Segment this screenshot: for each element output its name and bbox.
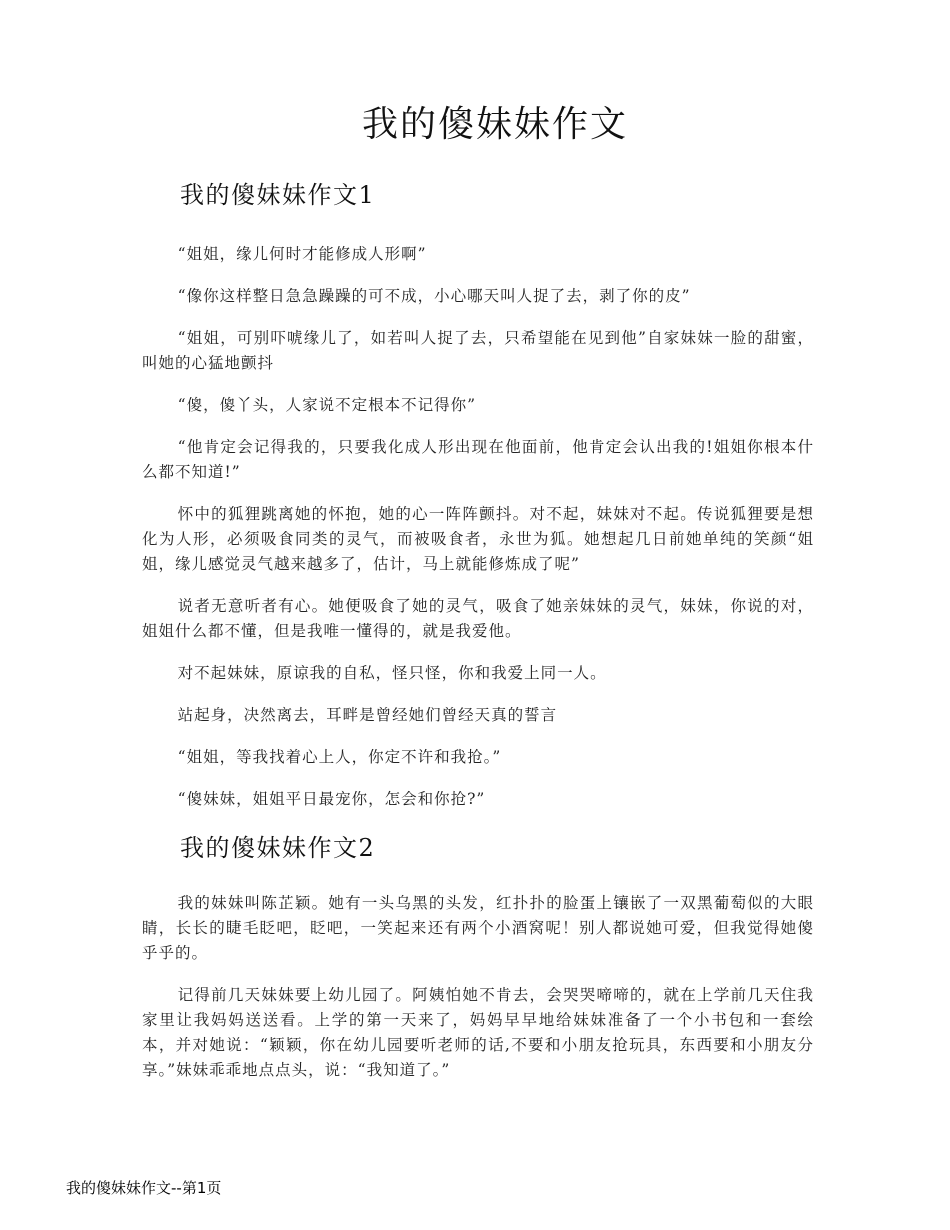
section-heading: 我的傻妹妹作文1 (180, 181, 376, 209)
paragraph: 记得前几天妹妹要上幼儿园了。阿姨怕她不肯去，会哭哭啼啼的，就在上学前几天住我家里让我妈妈送送看。上学的第一天来了，妈妈早早地给妹妹准备了一个小书包和一套绘本，并对她说：“颖颖，你在幼儿园要听老师的话,不要和小朋友抢玩具，东西要和小朋友分享。”妹妹乖乖地点点头，说：“我知道了。” (142, 986, 814, 1079)
paragraph: “他肯定会记得我的，只要我化成人形出现在他面前，他肯定会认出我的!姐姐你根本什么都不知道!” (142, 438, 814, 481)
document-body (142, 176, 814, 1100)
paragraph: “像你这样整日急急躁躁的可不成，小心哪天叫人捉了去，剥了你的皮” (177, 287, 691, 305)
paragraph: 我的妹妹叫陈芷颖。她有一头乌黑的头发，红扑扑的脸蛋上镶嵌了一双黑葡萄似的大眼睛，长长的睫毛眨吧，眨吧，一笑起来还有两个小酒窝呢！别人都说她可爱，但我觉得她傻乎乎的。 (142, 894, 814, 962)
page-footer: 我的傻妹妹作文--第1页 (66, 1179, 222, 1197)
paragraph: 对不起妹妹，原谅我的自私，怪只怪，你和我爱上同一人。 (177, 664, 607, 682)
document-title: 我的傻妹妹作文 (361, 104, 628, 145)
paragraph: 说者无意听者有心。她便吸食了她的灵气，吸食了她亲妹妹的灵气，妹妹，你说的对，姐姐什么都不懂，但是我唯一懂得的，就是我爱他。 (142, 597, 814, 640)
paragraph: 站起身，决然离去，耳畔是曾经她们曾经天真的誓言 (177, 706, 558, 724)
paragraph: “姐姐，可别吓唬缘儿了，如若叫人捉了去，只希望能在见到他”自家妹妹一脸的甜蜜，叫她的心猛地颤抖 (142, 329, 814, 372)
paragraph: “傻，傻丫头，人家说不定根本不记得你” (177, 396, 476, 414)
paragraph: “姐姐，缘儿何时才能修成人形啊” (177, 245, 427, 263)
paragraph: “傻妹妹，姐姐平日最宠你，怎会和你抢?” (177, 790, 486, 808)
paragraph: 怀中的狐狸跳离她的怀抱，她的心一阵阵颤抖。对不起，妹妹对不起。传说狐狸要是想化为人形，必须吸食同类的灵气，而被吸食者，永世为狐。她想起几日前她单纯的笑颜“姐姐，缘儿感觉灵气越来越多了，估计，马上就能修炼成了呢” (142, 505, 814, 573)
section-heading: 我的傻妹妹作文2 (180, 834, 376, 862)
paragraph: “姐姐，等我找着心上人，你定不许和我抢。” (177, 748, 502, 766)
